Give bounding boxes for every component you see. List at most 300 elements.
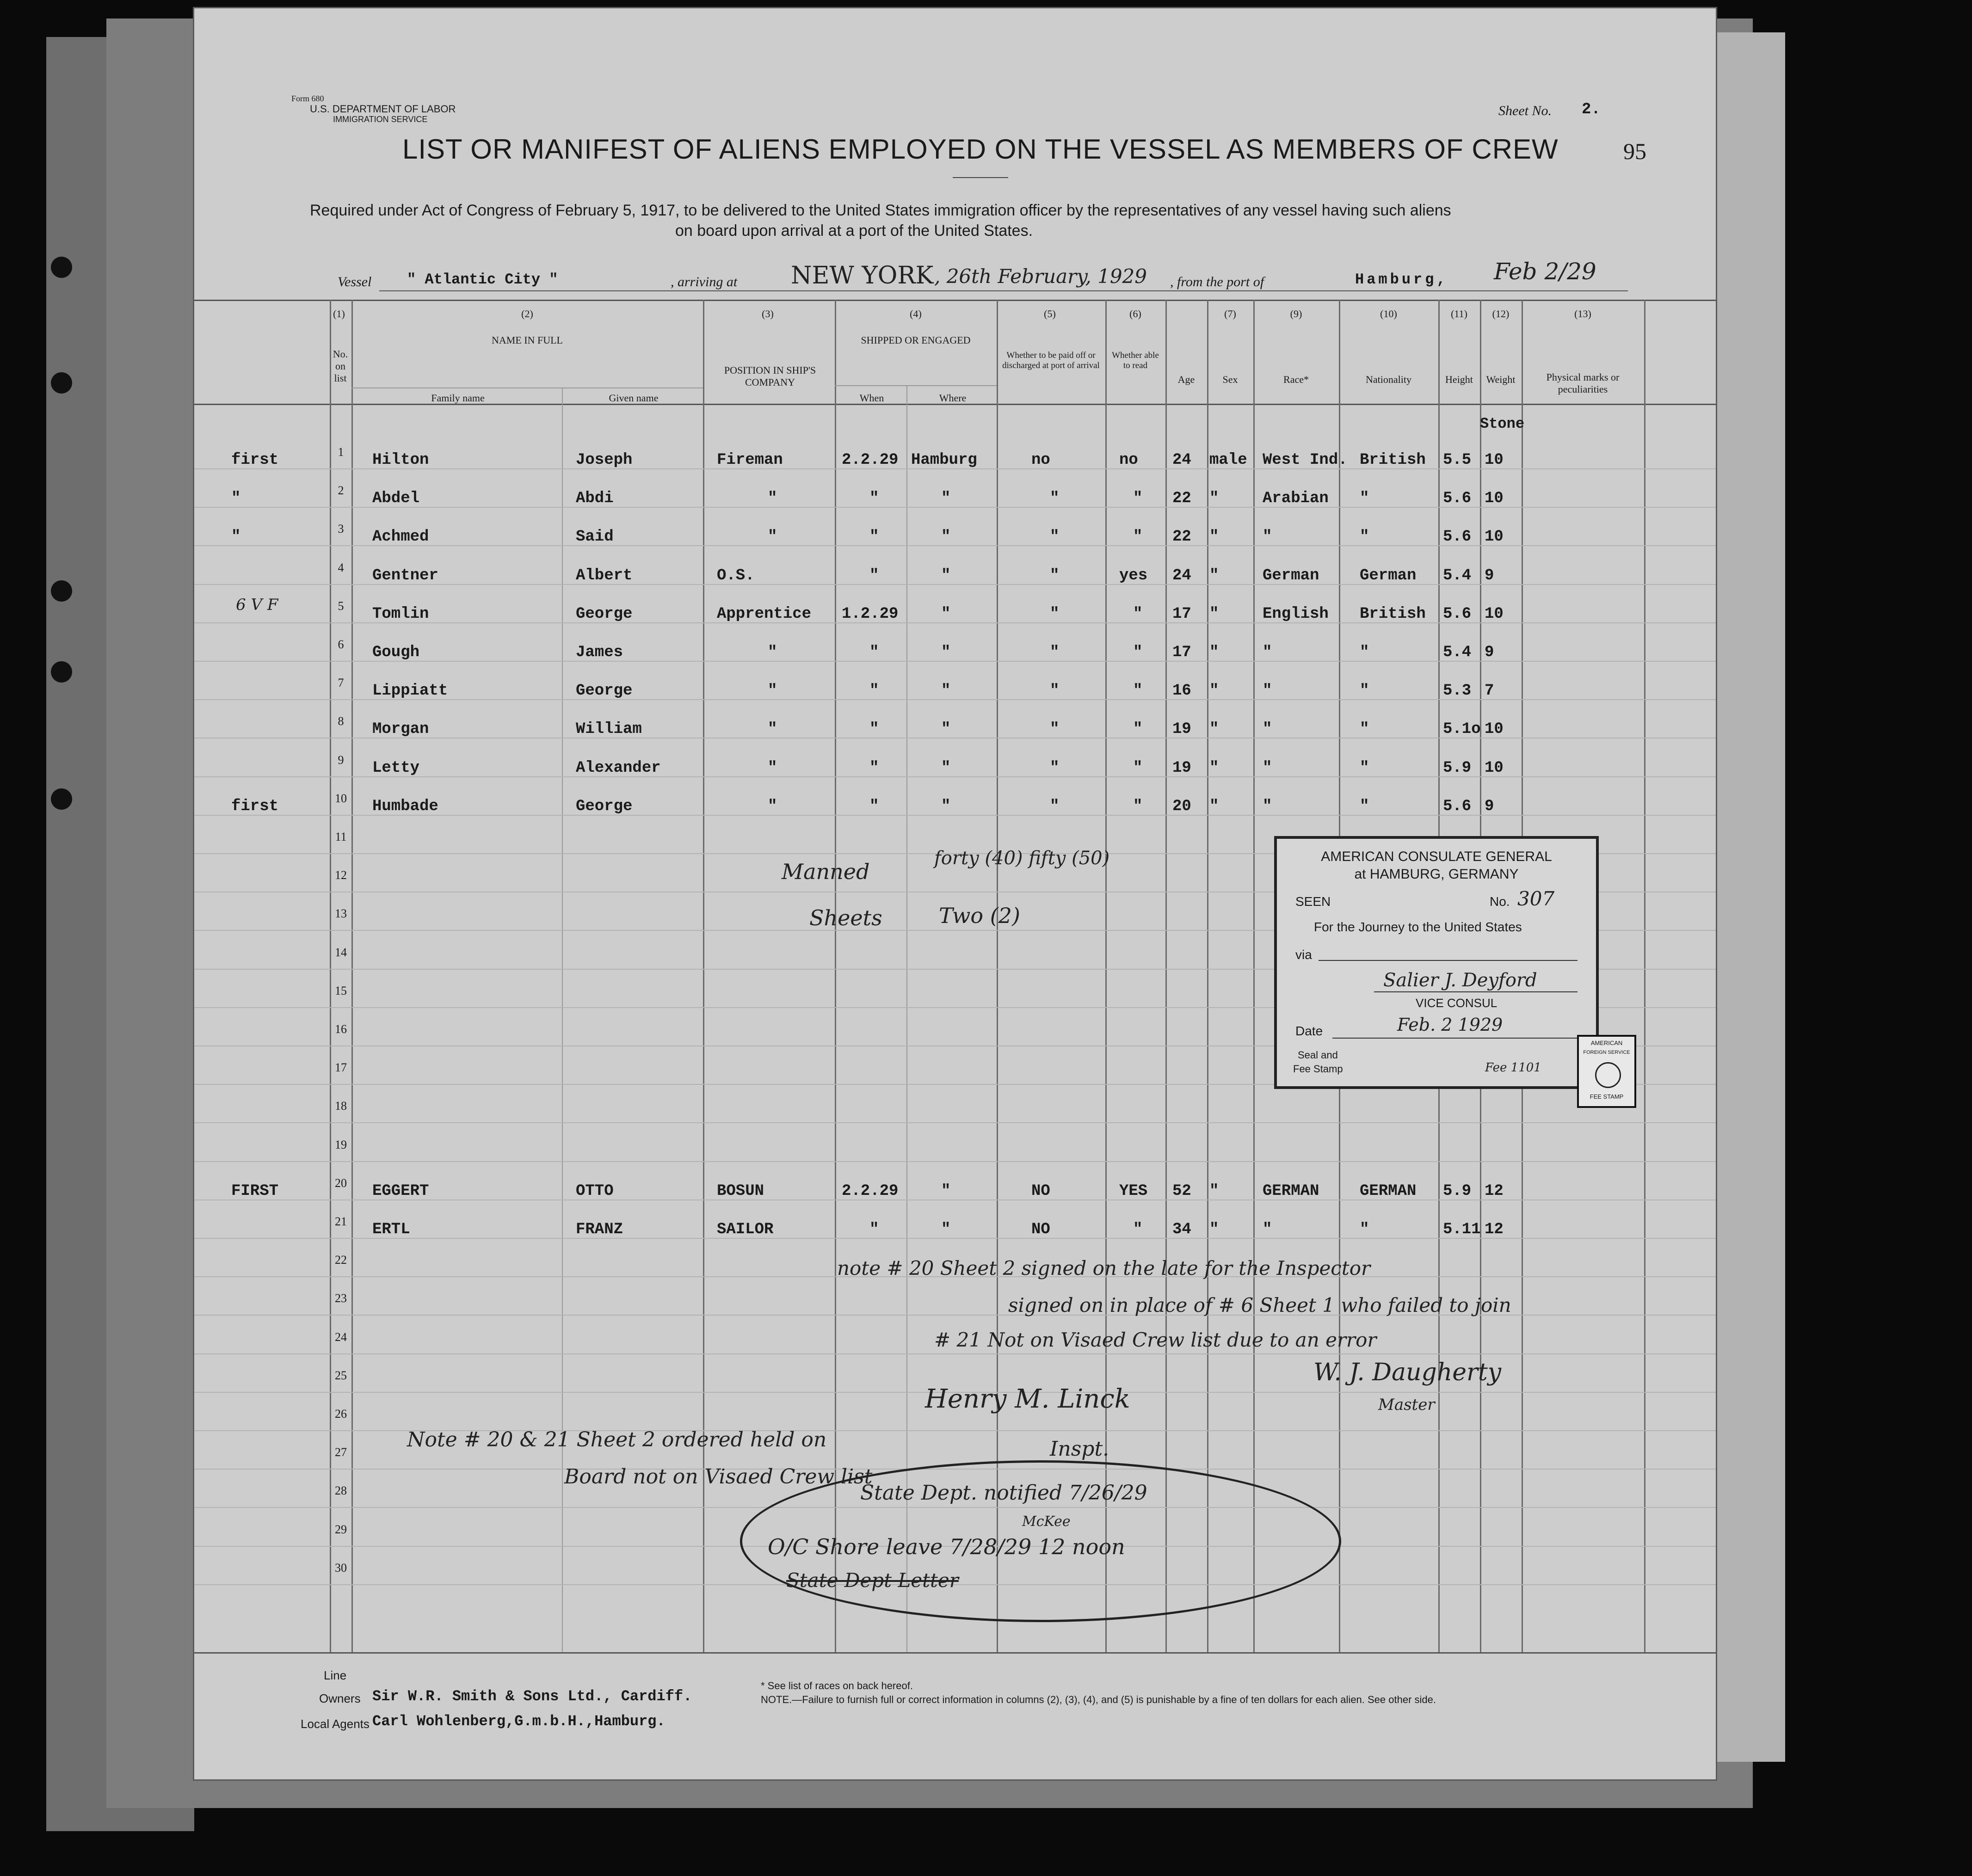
cell-paid: ": [1050, 528, 1060, 546]
cell-mark: first: [231, 451, 279, 469]
weight-unit: Stone: [1480, 415, 1525, 432]
cell-paid: ": [1050, 720, 1060, 738]
page-number: 95: [1623, 138, 1646, 164]
cell-nat: British: [1360, 451, 1426, 469]
cell-height: 5.9: [1443, 759, 1472, 777]
cell-weight: 10: [1485, 490, 1504, 508]
cell-position: ": [768, 797, 777, 815]
cell-where: ": [941, 644, 951, 661]
sheets-value: Two (2): [939, 903, 1020, 928]
col-13-number: (13): [1574, 308, 1591, 320]
cell-sex: ": [1209, 759, 1219, 777]
punch-hole: [51, 661, 72, 683]
note-line-1: note # 20 Sheet 2 signed on the late for the Inspector: [837, 1257, 1371, 1279]
cell-position: ": [768, 490, 777, 508]
department-label: U.S. DEPARTMENT OF LABOR: [310, 103, 456, 115]
col-5-header: Whether to be paid off or discharged at port of arrival: [1002, 351, 1100, 370]
cell-given: Alexander: [576, 759, 661, 777]
cell-read: ": [1133, 644, 1143, 661]
cell-height: 5.6: [1443, 528, 1472, 546]
cell-age: 19: [1172, 720, 1191, 738]
cell-given: George: [576, 682, 633, 700]
owners-label: Owners: [319, 1691, 361, 1705]
cell-sex: ": [1209, 720, 1219, 738]
service-label: IMMIGRATION SERVICE: [333, 115, 428, 124]
local-agents: Carl Wohlenberg,G.m.b.H.,Hamburg.: [372, 1713, 666, 1730]
subheader-rule: [835, 385, 997, 386]
line-number: 12: [335, 868, 347, 882]
note-line-3: # 21 Not on Visaed Crew list due to an error: [934, 1329, 1377, 1351]
cell-age: 19: [1172, 759, 1191, 777]
cell-weight: 9: [1485, 797, 1494, 815]
ellipse-annotation: [740, 1460, 1341, 1622]
cell-when: 2.2.29: [842, 1182, 899, 1200]
cell-sex: ": [1209, 797, 1219, 815]
col-rule: [330, 300, 331, 1652]
stamp-date-value: Feb. 2 1929: [1397, 1015, 1503, 1035]
cell-race: English: [1263, 605, 1329, 623]
cell-height: 5.4: [1443, 644, 1472, 661]
races-note: * See list of races on back hereof.: [761, 1680, 913, 1691]
cell-age: 22: [1172, 490, 1191, 508]
cell-age: 52: [1172, 1182, 1191, 1200]
line-number: 14: [335, 945, 347, 959]
cell-read: ": [1133, 490, 1143, 508]
cell-where: ": [941, 605, 951, 623]
cell-weight: 9: [1485, 644, 1494, 661]
cell-age: 24: [1172, 566, 1191, 584]
line-number: 24: [335, 1330, 347, 1344]
cell-when: ": [869, 566, 879, 584]
col-rule: [835, 300, 836, 1652]
state-dept-notified: State Dept. notified 7/26/29: [860, 1481, 1147, 1505]
cell-family: Achmed: [372, 528, 429, 546]
col-4-number: (4): [910, 308, 922, 320]
line-number: 4: [338, 560, 344, 574]
cell-mark: FIRST: [231, 1182, 279, 1200]
line-number: 10: [335, 791, 347, 805]
cell-read: ": [1133, 797, 1143, 815]
cell-family: Tomlin: [372, 605, 429, 623]
cell-sex: ": [1209, 490, 1219, 508]
line-number: 16: [335, 1022, 347, 1036]
cell-family: Letty: [372, 759, 420, 777]
stamp-seal-1: Seal and: [1298, 1049, 1338, 1061]
line-number: 19: [335, 1138, 347, 1151]
line-number: 7: [338, 676, 344, 690]
col-12-number: (12): [1492, 308, 1510, 320]
col-12-header: Weight: [1486, 374, 1516, 385]
arriving-label: , arriving at: [671, 274, 738, 289]
cell-when: ": [869, 1221, 879, 1238]
cell-sex: ": [1209, 1221, 1219, 1238]
master-title: Master: [1378, 1396, 1435, 1414]
col-7-header: Age: [1177, 374, 1195, 385]
line-number: 13: [335, 907, 347, 921]
cell-given: Albert: [576, 566, 633, 584]
line-number: 27: [335, 1445, 347, 1459]
col-4-header: SHIPPED OR ENGAGED: [861, 334, 971, 346]
cell-read: ": [1133, 1221, 1143, 1238]
cell-sex: male: [1209, 451, 1247, 469]
row-rule: [194, 1122, 1716, 1123]
cell-read: ": [1133, 605, 1143, 623]
table-top-rule: [194, 300, 1716, 301]
cell-mark: ": [231, 490, 241, 508]
row-rule: [194, 1161, 1716, 1162]
sheet-number: 2.: [1582, 101, 1601, 118]
col-rule: [1253, 300, 1255, 1652]
cell-race: ": [1263, 759, 1272, 777]
col-5-number: (5): [1044, 308, 1056, 320]
vessel-name: " Atlantic City ": [407, 271, 558, 288]
note-line-5b: Inspt.: [1050, 1437, 1109, 1461]
cell-read: ": [1133, 528, 1143, 546]
fee-stamp-mid: FOREIGN SERVICE: [1583, 1050, 1630, 1055]
cell-race: ": [1263, 1221, 1272, 1238]
shore-leave-note: O/C Shore leave 7/28/29 12 noon: [768, 1534, 1125, 1559]
punch-hole: [51, 372, 72, 394]
punch-hole: [51, 788, 72, 810]
stamp-fee-number: Fee 1101: [1485, 1061, 1541, 1075]
col-3-number: (3): [762, 308, 774, 320]
cell-paid: ": [1050, 759, 1060, 777]
col-9-header: Race*: [1283, 374, 1309, 385]
cell-nat: ": [1360, 1221, 1369, 1238]
cell-when: 2.2.29: [842, 451, 899, 469]
col-13-header: Physical marks or peculiarities: [1546, 371, 1620, 395]
cell-where: ": [941, 759, 951, 777]
cell-position: ": [768, 682, 777, 700]
cell-family: Abdel: [372, 490, 420, 508]
cell-sex: ": [1209, 566, 1219, 584]
col-10-header: Nationality: [1366, 374, 1411, 385]
stamp-seal-2: Fee Stamp: [1293, 1063, 1343, 1075]
cell-race: German: [1263, 566, 1319, 584]
cell-nat: ": [1360, 528, 1369, 546]
cell-height: 5.1o: [1443, 720, 1481, 738]
cell-where: ": [941, 566, 951, 584]
col-2-header: NAME IN FULL: [492, 334, 563, 346]
cell-where: ": [941, 528, 951, 546]
master-signature: W. J. Daugherty: [1313, 1359, 1502, 1386]
line-number: 3: [338, 522, 344, 536]
cell-family: Gentner: [372, 566, 438, 584]
cell-age: 20: [1172, 797, 1191, 815]
cell-weight: 10: [1485, 451, 1504, 469]
cell-race: ": [1263, 644, 1272, 661]
punch-hole: [51, 580, 72, 602]
cell-read: no: [1119, 451, 1138, 469]
stamp-line-1: AMERICAN CONSULATE GENERAL: [1321, 849, 1552, 864]
cell-race: ": [1263, 797, 1272, 815]
manifest-sheet: [194, 8, 1716, 1779]
cell-nat: ": [1360, 644, 1369, 661]
cell-height: 5.5: [1443, 451, 1472, 469]
cell-nat: ": [1360, 720, 1369, 738]
cell-weight: 12: [1485, 1182, 1504, 1200]
cell-height: 5.6: [1443, 797, 1472, 815]
cell-weight: 7: [1485, 682, 1494, 700]
cell-weight: 12: [1485, 1221, 1504, 1238]
agents-label: Local Agents: [301, 1717, 370, 1731]
cell-age: 24: [1172, 451, 1191, 469]
cell-paid: ": [1050, 682, 1060, 700]
inspector-signature: Henry M. Linck: [925, 1384, 1130, 1414]
cell-age: 22: [1172, 528, 1191, 546]
stamp-no-label: No.: [1490, 894, 1510, 909]
col-2-number: (2): [521, 308, 533, 320]
cell-read: yes: [1119, 566, 1148, 584]
margin-annotation: 6 V F: [236, 596, 278, 614]
cell-given: James: [576, 644, 623, 661]
cell-where: ": [941, 490, 951, 508]
cell-when: ": [869, 797, 879, 815]
sheet-number-label: Sheet No.: [1498, 103, 1552, 118]
cell-height: 5.3: [1443, 682, 1472, 700]
arrival-date: , 26th February, 1929: [934, 265, 1147, 288]
line-number: 28: [335, 1484, 347, 1498]
cell-position: O.S.: [717, 566, 755, 584]
from-port: Hamburg,: [1355, 271, 1448, 288]
cell-weight: 10: [1485, 759, 1504, 777]
cell-when: ": [869, 759, 879, 777]
cell-position: Fireman: [717, 451, 783, 469]
cell-given: Joseph: [576, 451, 633, 469]
stamp-via: via: [1295, 947, 1312, 962]
cell-given: OTTO: [576, 1182, 614, 1200]
cell-nat: British: [1360, 605, 1426, 623]
cell-race: ": [1263, 720, 1272, 738]
fee-stamp-seal-icon: [1595, 1062, 1621, 1088]
cell-given: George: [576, 797, 633, 815]
line-number: 8: [338, 714, 344, 728]
cell-given: Abdi: [576, 490, 614, 508]
line-number: 9: [338, 753, 344, 767]
note-line-2: signed on in place of # 6 Sheet 1 who failed to join: [1008, 1294, 1511, 1316]
col-1-number: (1): [333, 308, 345, 320]
cell-race: West Ind.: [1263, 451, 1348, 469]
cell-read: ": [1133, 682, 1143, 700]
col-9-number: (9): [1290, 308, 1302, 320]
stamp-no-value: 307: [1517, 887, 1555, 910]
col-rule: [1644, 300, 1645, 1652]
cell-where: Hamburg: [911, 451, 977, 469]
consulate-stamp: [1274, 836, 1599, 1089]
from-port-label: , from the port of: [1170, 274, 1264, 289]
cell-where: ": [941, 797, 951, 815]
line-label: Line: [324, 1668, 347, 1682]
line-number: 22: [335, 1253, 347, 1267]
cell-height: 5.6: [1443, 490, 1472, 508]
cell-weight: 9: [1485, 566, 1494, 584]
cell-position: ": [768, 759, 777, 777]
cell-sex: ": [1209, 644, 1219, 661]
line-number: 15: [335, 984, 347, 997]
cell-paid: NO: [1031, 1221, 1050, 1238]
cell-family: Morgan: [372, 720, 429, 738]
fee-stamp-top: AMERICAN: [1590, 1039, 1623, 1046]
cell-given: FRANZ: [576, 1221, 623, 1238]
cell-age: 17: [1172, 605, 1191, 623]
cell-weight: 10: [1485, 528, 1504, 546]
cell-family: EGGERT: [372, 1182, 429, 1200]
cell-read: ": [1133, 720, 1143, 738]
col-rule: [1207, 300, 1208, 1652]
note-line-4: Note # 20 & 21 Sheet 2 ordered held on: [407, 1428, 827, 1452]
cell-mark: first: [231, 797, 279, 815]
cell-sex: ": [1209, 682, 1219, 700]
penalty-note: NOTE.—Failure to furnish full or correct information in columns (2), (3), (4), and (5) is punishable by a fine of ten dollars for each alien. See other side.: [761, 1694, 1436, 1705]
cell-paid: NO: [1031, 1182, 1050, 1200]
departure-date: Feb 2/29: [1494, 258, 1596, 285]
line-number: 26: [335, 1407, 347, 1421]
subtitle-line-1: Required under Act of Congress of February 5, 1917, to be delivered to the United States immigration officer by the representatives of any vessel having such aliens: [310, 202, 1451, 219]
form-number: Form 680: [291, 94, 324, 103]
cell-where: ": [941, 1182, 951, 1200]
col-4-when: When: [859, 392, 884, 404]
cell-position: Apprentice: [717, 605, 812, 623]
cell-position: ": [768, 644, 777, 661]
stamp-journey: For the Journey to the United States: [1314, 920, 1522, 934]
cell-given: George: [576, 605, 633, 623]
line-number: 17: [335, 1061, 347, 1075]
line-number: 25: [335, 1368, 347, 1382]
col-11-number: (11): [1451, 308, 1467, 320]
cell-when: ": [869, 490, 879, 508]
cell-height: 5.6: [1443, 605, 1472, 623]
cell-height: 5.11: [1443, 1221, 1481, 1238]
stamp-seen: SEEN: [1295, 894, 1331, 909]
line-number: 30: [335, 1561, 347, 1575]
line-number: 20: [335, 1176, 347, 1190]
cell-height: 5.4: [1443, 566, 1472, 584]
cell-paid: ": [1050, 605, 1060, 623]
cell-when: 1.2.29: [842, 605, 899, 623]
cell-nat: ": [1360, 759, 1369, 777]
note-line-5: Board not on Visaed Crew list: [564, 1465, 873, 1488]
col-rule: [997, 300, 998, 1652]
cell-read: ": [1133, 759, 1143, 777]
col-2-family: Family name: [431, 392, 485, 404]
cell-nat: German: [1360, 566, 1417, 584]
col-4-where: Where: [939, 392, 967, 404]
stamp-line-2: at HAMBURG, GERMANY: [1354, 867, 1519, 882]
cell-mark: ": [231, 528, 241, 546]
cell-when: ": [869, 682, 879, 700]
cell-paid: ": [1050, 797, 1060, 815]
voyage-rule: [379, 290, 1628, 291]
col-6-number: (6): [1129, 308, 1141, 320]
punch-hole: [51, 257, 72, 278]
col-10-number: (10): [1380, 308, 1397, 320]
stamp-date-label: Date: [1295, 1024, 1323, 1038]
cell-position: BOSUN: [717, 1182, 764, 1200]
cell-family: Gough: [372, 644, 420, 661]
cell-where: ": [941, 682, 951, 700]
col-rule: [351, 300, 353, 1652]
sheets-label: Sheets: [809, 905, 882, 930]
vice-consul-signature: Salier J. Deyford: [1383, 970, 1537, 991]
line-number: 18: [335, 1099, 347, 1113]
cell-position: ": [768, 720, 777, 738]
cell-race: ": [1263, 682, 1272, 700]
cell-race: Arabian: [1263, 490, 1329, 508]
col-rule: [906, 385, 907, 1652]
cell-given: Said: [576, 528, 614, 546]
owners: Sir W.R. Smith & Sons Ltd., Cardiff.: [372, 1688, 692, 1705]
vessel-label: Vessel: [338, 274, 372, 289]
col-2-given: Given name: [609, 392, 659, 404]
cell-where: ": [941, 1221, 951, 1238]
line-number: 1: [338, 445, 344, 459]
cell-age: 16: [1172, 682, 1191, 700]
cell-paid: ": [1050, 490, 1060, 508]
cell-given: William: [576, 720, 642, 738]
fee-stamp: [1577, 1035, 1636, 1108]
col-6-header: Whether able to read: [1112, 351, 1159, 370]
fee-stamp-bottom: FEE STAMP: [1590, 1093, 1624, 1100]
cell-paid: ": [1050, 566, 1060, 584]
cell-weight: 10: [1485, 605, 1504, 623]
cell-nat: ": [1360, 797, 1369, 815]
line-number: 29: [335, 1522, 347, 1536]
cell-age: 34: [1172, 1221, 1191, 1238]
cell-where: ": [941, 720, 951, 738]
col-7-number: (7): [1224, 308, 1236, 320]
document-title: LIST OR MANIFEST OF ALIENS EMPLOYED ON THE VESSEL AS MEMBERS OF CREW: [402, 134, 1559, 165]
cell-paid: no: [1031, 451, 1050, 469]
col-rule: [562, 388, 563, 1652]
state-dept-letter: State Dept Letter: [786, 1569, 959, 1592]
cell-family: Humbade: [372, 797, 438, 815]
cell-family: Lippiatt: [372, 682, 448, 700]
cell-nat: ": [1360, 490, 1369, 508]
col-3-header: POSITION IN SHIP'S COMPANY: [724, 364, 816, 388]
cell-sex: ": [1209, 605, 1219, 623]
col-8-header: Sex: [1222, 374, 1238, 385]
cell-nat: ": [1360, 682, 1369, 700]
line-number: 21: [335, 1215, 347, 1228]
cell-when: ": [869, 528, 879, 546]
cell-family: ERTL: [372, 1221, 410, 1238]
cell-race: ": [1263, 528, 1272, 546]
subtitle-line-2: on board upon arrival at a port of the United States.: [675, 222, 1033, 240]
cell-weight: 10: [1485, 720, 1504, 738]
cell-when: ": [869, 644, 879, 661]
col-1-header: No. on list: [333, 348, 348, 384]
col-11-header: Height: [1445, 374, 1473, 385]
cell-when: ": [869, 720, 879, 738]
title-rule: [953, 177, 1008, 178]
cell-read: YES: [1119, 1182, 1148, 1200]
stamp-vice-consul: VICE CONSUL: [1416, 996, 1497, 1010]
col-rule: [1165, 300, 1167, 1652]
cell-race: GERMAN: [1263, 1182, 1319, 1200]
line-number: 2: [338, 484, 344, 498]
arrival-port: NEW YORK: [791, 262, 934, 289]
line-number: 23: [335, 1292, 347, 1305]
cell-family: Hilton: [372, 451, 429, 469]
footer-rule: [194, 1652, 1716, 1654]
cell-position: ": [768, 528, 777, 546]
cell-sex: ": [1209, 528, 1219, 546]
cell-sex: ": [1209, 1182, 1219, 1200]
cell-paid: ": [1050, 644, 1060, 661]
manned-value: forty (40) fifty (50): [934, 848, 1110, 869]
manned-label: Manned: [782, 859, 870, 884]
row-rule: [194, 1353, 1716, 1354]
